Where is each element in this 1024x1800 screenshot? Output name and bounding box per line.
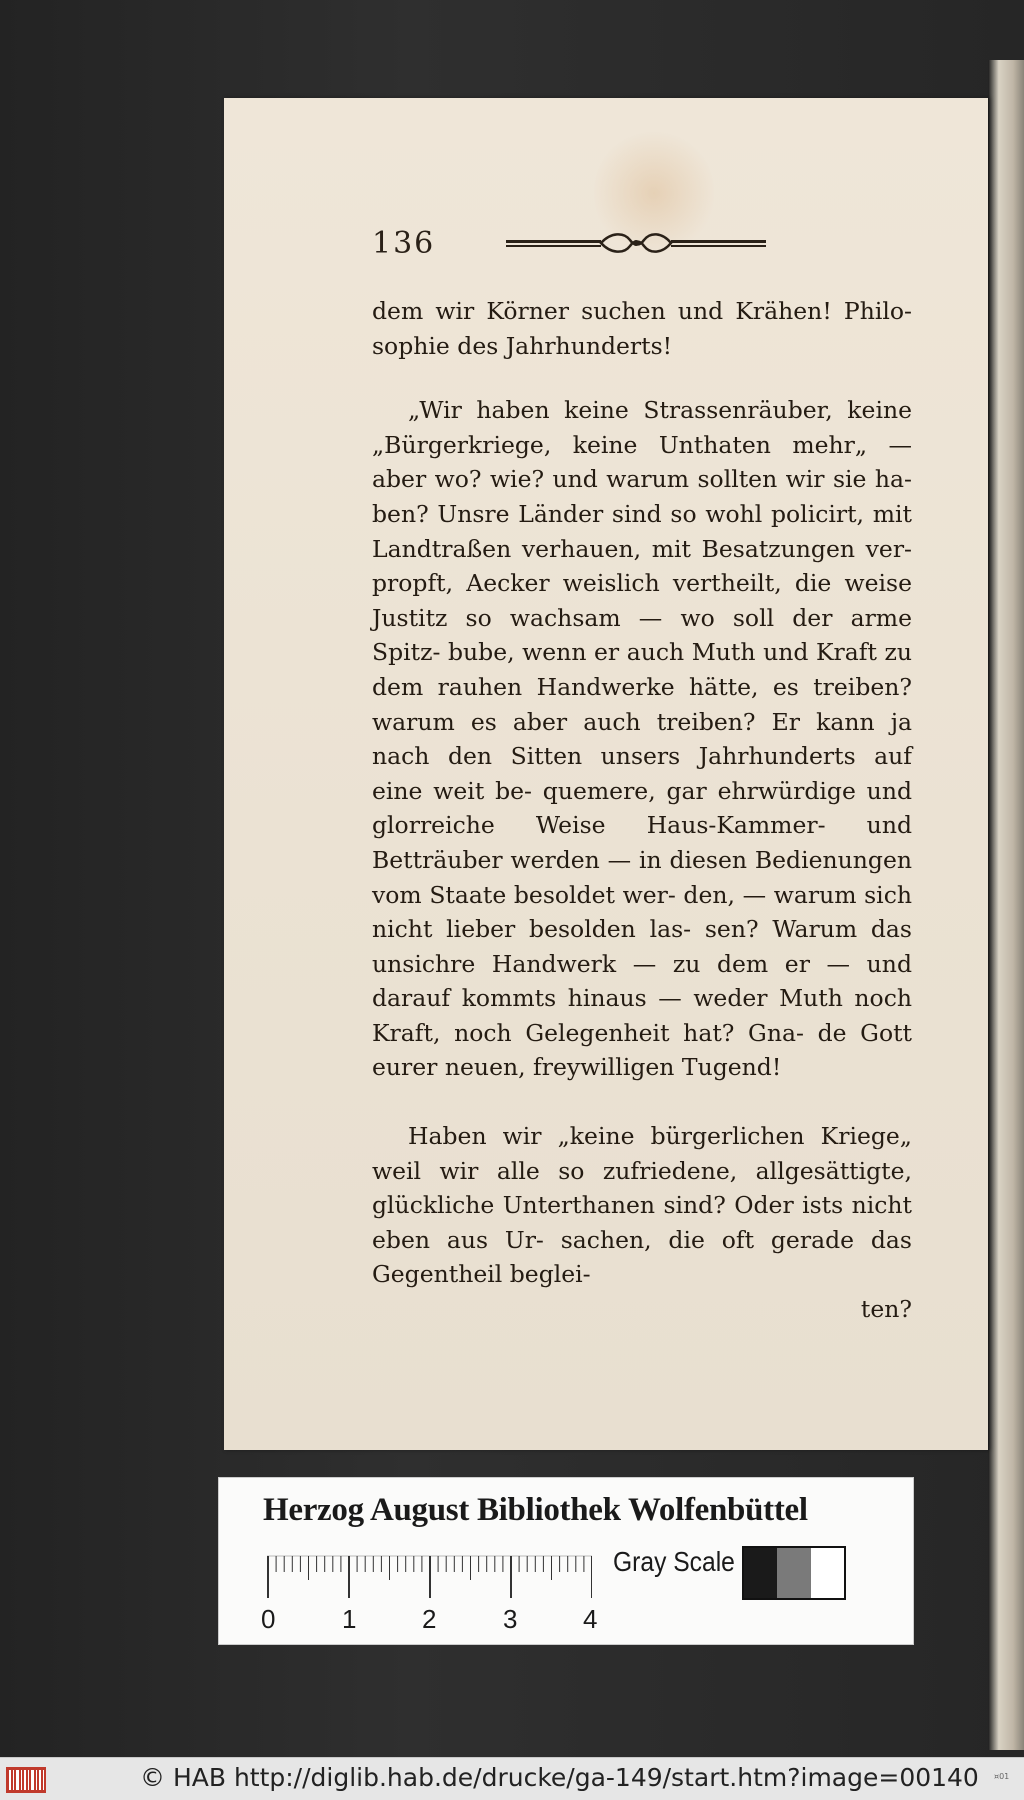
paragraph: dem wir Körner suchen und Krähen! Philo- sophie des Jahrhunderts!	[372, 297, 912, 360]
footer-copyright-url[interactable]: © HAB http://diglib.hab.de/drucke/ga-149/start.htm?image=00140	[140, 1763, 979, 1792]
book-edge	[988, 60, 1024, 1750]
scale-ruler	[267, 1552, 592, 1600]
ruler-number: 3	[503, 1604, 518, 1634]
page-text	[372, 294, 912, 1327]
gray-swatch-white	[811, 1548, 844, 1598]
paragraph-text: Haben wir „keine bürgerlichen Kriege„ weil wir alle so zufriedene, allgesättigte, glückliche Unterthanen sind? Oder ists nicht eben aus Ur- sachen, die oft gerade das Gegentheil beglei-	[372, 1122, 912, 1289]
footer-bar	[0, 1757, 1024, 1800]
catchword: ten?	[860, 1295, 912, 1324]
ruler-number: 4	[583, 1604, 598, 1634]
footer-small-mark: ¤01	[994, 1772, 1010, 1781]
ruler-number: 2	[422, 1604, 437, 1634]
barcode-icon	[6, 1767, 46, 1793]
ruler-number: 0	[261, 1604, 276, 1634]
library-name: Herzog August Bibliothek Wolfenbüttel	[263, 1492, 808, 1528]
gray-scale-swatches	[742, 1546, 846, 1600]
library-color-card	[218, 1477, 914, 1645]
gray-scale-label: Gray Scale	[613, 1546, 735, 1577]
page-number: 136	[372, 226, 436, 261]
gray-swatch-mid	[777, 1548, 810, 1598]
paragraph: „Wir haben keine Strassenräuber, keine „Bürgerkriege, keine Unthaten mehr„ — aber wo? wie? und warum sollten wir sie ha- ben? Unsre Länder sind so wohl policirt, mit Landtraßen verhauen, mit Besatzungen ver- propft, Aecker weislich vertheilt, die weise Justitz so wachsam — wo soll der arme Spitz- bube, wenn er auch Muth und Kraft zu dem rauhen Handwerke hätte, es treiben? warum es aber auch treiben? Er kann ja nach den Sitten unsers Jahrhunderts auf eine weit be- quemere, gar ehrwürdige und glorreiche Weise Haus-Kammer- und Betträuber werden — in diesen Bedienungen vom Staate besoldet wer- den, — warum sich nicht lieber besolden las- sen? Warum das unsichre Handwerk — zu dem er — und darauf kommts hinaus — weder Muth noch Kraft, noch Gelegenheit hat? Gna- de Gott eurer neuen, freywilligen Tugend!	[372, 396, 912, 1082]
ruler-number: 1	[342, 1604, 357, 1634]
gray-swatch-dark	[744, 1548, 777, 1598]
paragraph	[372, 1119, 912, 1327]
book-page	[224, 98, 988, 1450]
ornament-rule	[506, 228, 766, 258]
